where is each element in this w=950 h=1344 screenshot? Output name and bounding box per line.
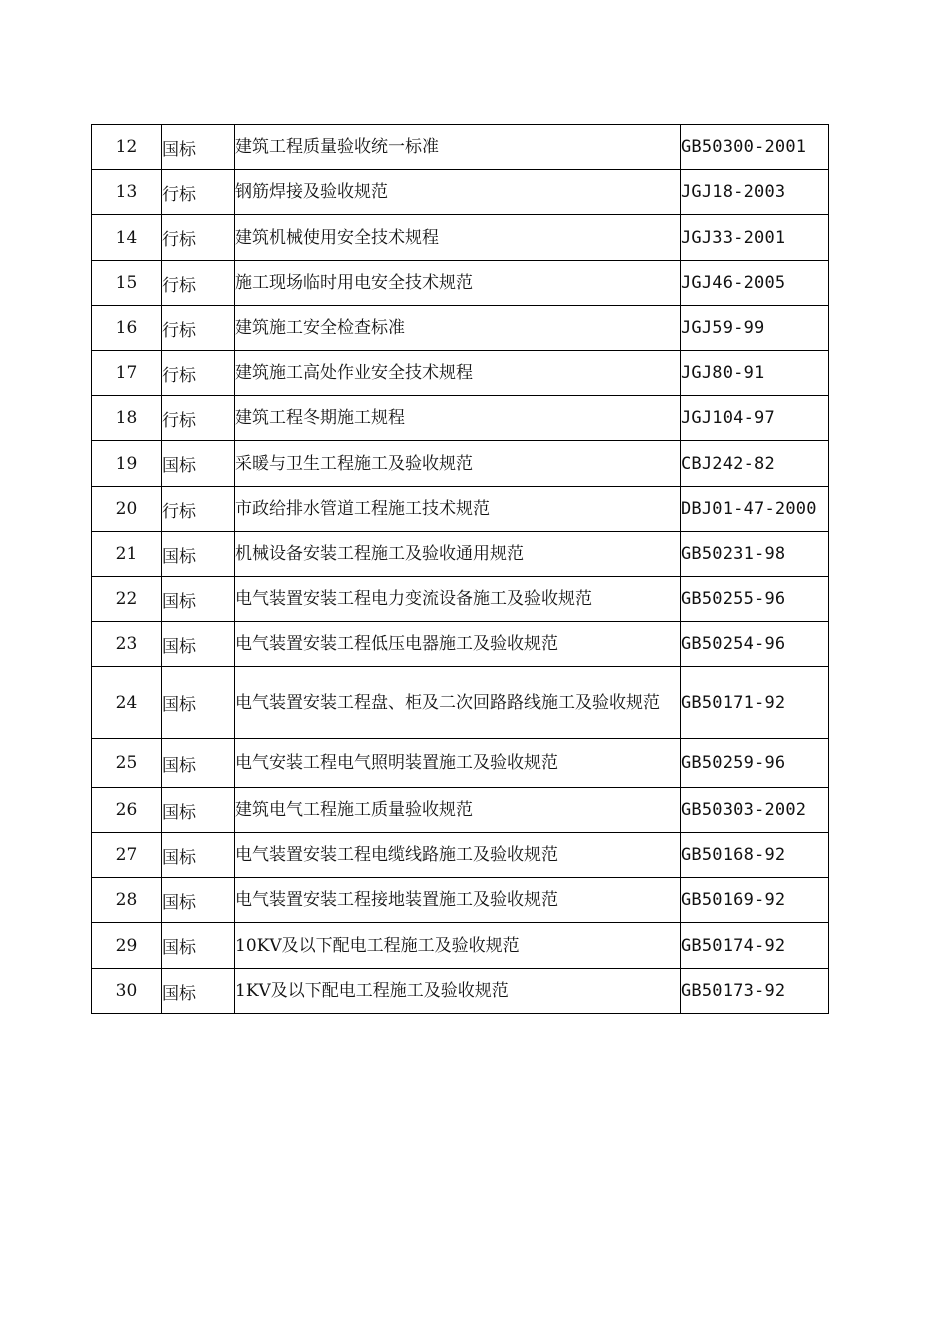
standard-code: GB50259-96 (681, 739, 829, 788)
standard-name: 机械设备安装工程施工及验收通用规范 (235, 532, 681, 577)
row-number: 24 (92, 667, 162, 739)
standard-name: 市政给排水管道工程施工技术规范 (235, 487, 681, 532)
row-number: 25 (92, 739, 162, 788)
standard-name: 施工现场临时用电安全技术规范 (235, 261, 681, 306)
table-row (92, 441, 829, 487)
standard-type: 行标 (162, 351, 235, 396)
standard-code: JGJ104-97 (681, 396, 829, 441)
row-number: 13 (92, 170, 162, 215)
row-number: 12 (92, 125, 162, 170)
table-row (92, 923, 829, 969)
standard-name: 采暖与卫生工程施工及验收规范 (235, 441, 681, 487)
table-row (92, 622, 829, 667)
standard-code: DBJ01-47-2000 (681, 487, 829, 532)
row-number: 18 (92, 396, 162, 441)
table-row (92, 125, 829, 170)
row-number: 19 (92, 441, 162, 487)
row-number: 29 (92, 923, 162, 969)
standard-type: 行标 (162, 215, 235, 261)
standard-type: 国标 (162, 739, 235, 788)
standard-name: 10KV及以下配电工程施工及验收规范 (235, 923, 681, 969)
table-row (92, 969, 829, 1014)
table-row (92, 878, 829, 923)
table-row (92, 532, 829, 577)
row-number: 30 (92, 969, 162, 1014)
table-row (92, 487, 829, 532)
standard-name: 建筑工程质量验收统一标准 (235, 125, 681, 170)
standard-name: 电气装置安装工程接地装置施工及验收规范 (235, 878, 681, 923)
standard-type: 国标 (162, 833, 235, 878)
standard-type: 国标 (162, 577, 235, 622)
standard-code: CBJ242-82 (681, 441, 829, 487)
standard-name: 建筑施工高处作业安全技术规程 (235, 351, 681, 396)
row-number: 17 (92, 351, 162, 396)
standard-name: 建筑电气工程施工质量验收规范 (235, 788, 681, 833)
row-number: 14 (92, 215, 162, 261)
standard-code: GB50168-92 (681, 833, 829, 878)
standard-type: 国标 (162, 667, 235, 739)
table-row (92, 667, 829, 739)
table-row (92, 739, 829, 788)
standard-type: 行标 (162, 170, 235, 215)
table-row (92, 261, 829, 306)
table-row (92, 833, 829, 878)
table-row (92, 306, 829, 351)
table-row (92, 215, 829, 261)
standard-type: 国标 (162, 125, 235, 170)
standard-type: 行标 (162, 261, 235, 306)
row-number: 27 (92, 833, 162, 878)
standard-code: JGJ33-2001 (681, 215, 829, 261)
standard-name: 电气安装工程电气照明装置施工及验收规范 (235, 739, 681, 788)
standard-type: 行标 (162, 306, 235, 351)
table-row (92, 396, 829, 441)
standard-code: GB50169-92 (681, 878, 829, 923)
row-number: 28 (92, 878, 162, 923)
standard-code: GB50254-96 (681, 622, 829, 667)
standard-code: GB50303-2002 (681, 788, 829, 833)
row-number: 22 (92, 577, 162, 622)
standard-name: 电气装置安装工程盘、柜及二次回路路线施工及验收规范 (235, 667, 681, 739)
standard-name: 钢筋焊接及验收规范 (235, 170, 681, 215)
table-row (92, 351, 829, 396)
standard-code: JGJ18-2003 (681, 170, 829, 215)
standard-type: 行标 (162, 487, 235, 532)
standard-type: 行标 (162, 396, 235, 441)
standard-type: 国标 (162, 622, 235, 667)
standard-code: GB50231-98 (681, 532, 829, 577)
standard-code: JGJ80-91 (681, 351, 829, 396)
standard-code: GB50255-96 (681, 577, 829, 622)
standard-type: 国标 (162, 878, 235, 923)
row-number: 15 (92, 261, 162, 306)
standard-code: JGJ59-99 (681, 306, 829, 351)
table-row (92, 788, 829, 833)
row-number: 23 (92, 622, 162, 667)
standard-name: 建筑工程冬期施工规程 (235, 396, 681, 441)
standard-name: 建筑施工安全检查标准 (235, 306, 681, 351)
standard-type: 国标 (162, 788, 235, 833)
standard-name: 建筑机械使用安全技术规程 (235, 215, 681, 261)
standard-type: 国标 (162, 532, 235, 577)
standard-code: GB50171-92 (681, 667, 829, 739)
row-number: 16 (92, 306, 162, 351)
standard-name: 电气装置安装工程低压电器施工及验收规范 (235, 622, 681, 667)
standard-type: 国标 (162, 923, 235, 969)
standard-code: GB50174-92 (681, 923, 829, 969)
standard-type: 国标 (162, 441, 235, 487)
table-row (92, 170, 829, 215)
standard-name: 电气装置安装工程电力变流设备施工及验收规范 (235, 577, 681, 622)
standard-code: GB50173-92 (681, 969, 829, 1014)
standard-name: 电气装置安装工程电缆线路施工及验收规范 (235, 833, 681, 878)
standard-name: 1KV及以下配电工程施工及验收规范 (235, 969, 681, 1014)
row-number: 21 (92, 532, 162, 577)
row-number: 26 (92, 788, 162, 833)
standards-table (91, 124, 829, 1014)
table-row (92, 577, 829, 622)
standard-code: GB50300-2001 (681, 125, 829, 170)
standard-type: 国标 (162, 969, 235, 1014)
row-number: 20 (92, 487, 162, 532)
standard-code: JGJ46-2005 (681, 261, 829, 306)
